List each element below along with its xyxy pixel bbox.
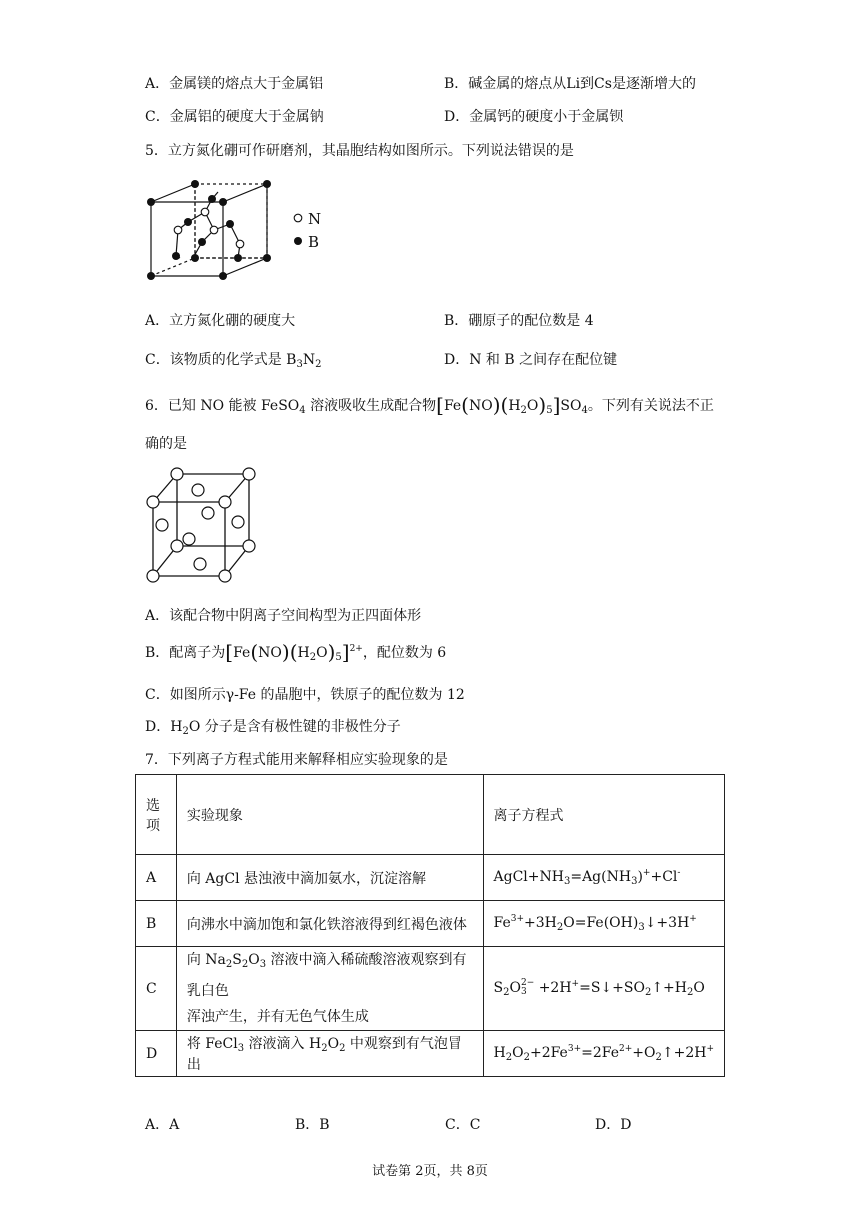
legend-n-label: N: [308, 210, 322, 228]
q6-stem-prefix: 6．已知 NO 能被 FeSO: [145, 398, 300, 414]
legend-n-icon: [294, 214, 302, 222]
q6-stem-mid: 溶液吸收生成配合物: [305, 398, 437, 414]
q6-b-no: NO: [258, 645, 282, 661]
q5-option-c-prefix: C．该物质的化学式是 B: [145, 352, 297, 368]
q6-option-b-prefix: B．配离子为: [145, 645, 226, 661]
q5-option-a: A．立方氮化硼的硬度大: [145, 313, 296, 329]
q6-complex-so: SO: [560, 398, 582, 414]
row-b-label: B: [136, 901, 177, 947]
q6-complex-so-sub: 4: [581, 405, 588, 416]
q6-b-n-sub: 5: [335, 652, 342, 663]
row-a-phenomenon: 向 AgCl 悬浊液中滴加氨水，沉淀溶解: [176, 855, 483, 901]
q7-option-b: B．B: [295, 1117, 330, 1133]
row-d-label: D: [136, 1031, 177, 1077]
row-b-phenomenon: 向沸水中滴加饱和氯化铁溶液得到红褐色液体: [176, 901, 483, 947]
page-footer: 试卷第 2页，共 8页: [372, 1164, 488, 1179]
table-row: [136, 901, 725, 947]
nitrogen-atoms: [174, 208, 244, 248]
table-row: [136, 855, 725, 901]
q6-complex-n-sub: 5: [546, 405, 553, 416]
row-a-label: A: [136, 855, 177, 901]
q6-complex-formula: $[Fe(NO)(H_2O)_5]SO_4$: [436, 393, 588, 417]
q6-b-h-sub: 2: [309, 652, 317, 663]
row-d-phenomenon-prefix: 将 FeCl: [186, 1036, 238, 1052]
legend-b-icon: [294, 237, 302, 245]
row-c-phenomenon-line1: 向 Na: [186, 952, 226, 968]
q5-c-mid: N: [302, 352, 316, 368]
q5-c-sub2: 2: [315, 359, 322, 370]
header-option: [136, 775, 177, 855]
q5-option-c: [145, 349, 321, 370]
q6-complex-no: NO: [468, 398, 493, 414]
row-d-phenomenon: 将 FeCl$_3$ 溶液滴入 $H_2O_2$ 中观察到有气泡冒出: [176, 1031, 483, 1077]
row-d-equation: $H_2O_2+2Fe^{3+}=2Fe^{2+}+O_2↑+2H^+$: [483, 1031, 724, 1077]
q7-option-c: C．C: [445, 1117, 481, 1133]
q4-option-d: D．金属钙的硬度小于金属钡: [444, 109, 624, 125]
q6-complex-h: H: [508, 398, 521, 414]
q4-option-c: C．金属铝的硬度大于金属钠: [145, 109, 324, 125]
legend-b-label: B: [308, 233, 320, 251]
row-d-phenomenon-suffix: 中观察到有气泡冒出: [186, 1036, 462, 1073]
row-c-phenomenon-line2: 浑浊产生，并有无色气体生成: [186, 1009, 369, 1025]
q6-option-c: C．如图所示γ-Fe 的晶胞中，铁原子的配位数为 12: [145, 687, 465, 703]
q6-option-b-suffix: ，配位数为 6: [362, 645, 447, 661]
q6-option-d: [145, 716, 401, 737]
row-d-phenomenon-mid: 溶液滴入 H: [244, 1036, 322, 1052]
q6-b-fe: Fe: [233, 645, 251, 661]
q7-option-a: A．A: [145, 1117, 180, 1133]
q6-complex-o: O: [526, 398, 539, 414]
q7-option-d: D．D: [595, 1117, 632, 1133]
boron-nitride-unit-cell-figure: [140, 174, 340, 290]
q5-stem: 5．立方氮化硼可作研磨剂，其晶胞结构如图所示。下列说法错误的是: [145, 143, 574, 159]
q5-c-sub1: 3: [296, 359, 303, 370]
q6-b-o: O: [316, 645, 328, 661]
row-b-equation: $Fe^{3+}+3H_2O=Fe(OH)_3↓+3H^+$: [483, 901, 724, 947]
q6-complex-fe: Fe: [443, 398, 462, 414]
q4-option-a: A．金属镁的熔点大于金属铝: [145, 76, 324, 92]
q6-stem-line2: 确的是: [145, 436, 187, 452]
row-c-phenomenon: 向 $Na_2S_2O_3$ 溶液中滴入稀硫酸溶液观察到有乳白色 浑浊产生，并有无色气体生成: [176, 947, 483, 1031]
q6-option-d-prefix: D．H: [145, 719, 183, 735]
table-header-row: [136, 775, 725, 855]
q6-b-charge: 2+: [349, 644, 363, 654]
q6-stem-suffix: 。下列有关说法不正: [587, 398, 714, 414]
q5-option-b: B．硼原子的配位数是 4: [444, 313, 594, 329]
header-option-line1: 选: [146, 797, 160, 814]
q5-option-d: D．N 和 B 之间存在配位键: [444, 352, 618, 368]
gamma-fe-unit-cell-figure: [140, 462, 270, 586]
header-equation: 离子方程式: [483, 775, 724, 855]
header-option-line2: 项: [146, 817, 160, 834]
q6-option-d-suffix: O 分子是含有极性键的非极性分子: [188, 719, 401, 735]
q6-d-sub: 2: [182, 726, 189, 737]
q4-option-b: B．碱金属的熔点从Li到Cs是逐渐增大的: [444, 76, 696, 92]
q6-stem-sub: 4: [299, 405, 306, 416]
table-row: [136, 947, 725, 1031]
q6-option-a: A．该配合物中阴离子空间构型为正四面体形: [145, 608, 422, 624]
q7-table: [135, 774, 725, 1077]
table-row: [136, 1031, 725, 1077]
q6-stem: [145, 395, 714, 416]
row-c-label: C: [136, 947, 177, 1031]
row-c-equation: $S_2O2-$ $3 +2H^+=S↓+SO_2↑+H_2O$: [483, 947, 724, 1031]
row-a-equation: $AgCl+NH_3=Ag(NH_3)^++Cl^-$: [483, 855, 724, 901]
q7-stem: 7．下列离子方程式能用来解释相应实验现象的是: [145, 752, 448, 768]
q6-complex-h-sub: 2: [520, 405, 527, 416]
boron-atoms: [147, 180, 271, 280]
q6-option-b: B．配离子为$[Fe(NO)(H_2O)_5]^{2+}$，配位数为 6: [145, 640, 447, 664]
q6-b-h: H: [297, 645, 310, 661]
header-phenomenon: 实验现象: [176, 775, 483, 855]
